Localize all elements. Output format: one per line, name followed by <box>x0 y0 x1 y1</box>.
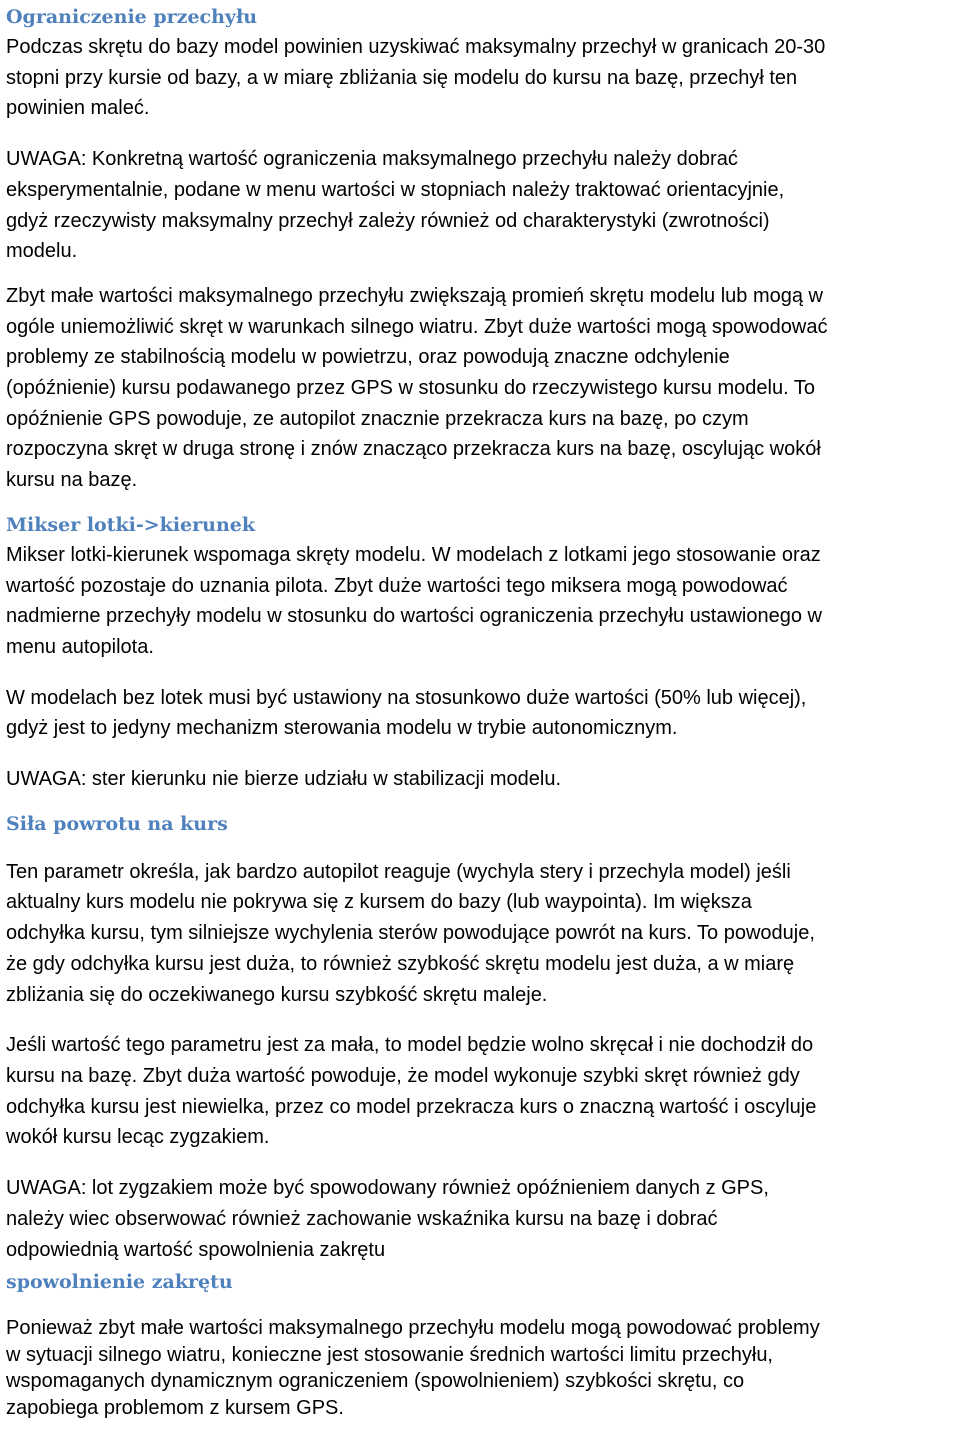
paragraph-uwaga: UWAGA: Konkretną wartość ograniczenia maksymalnego przechyłu należy dobrać eksperymentalnie, podane w menu wartości w stopniach należy traktować orientacyjnie, gdyż rzeczywisty maksymalny przechył zależy również od charakterystyki (zwrotności) modelu. <box>6 148 785 263</box>
paragraph-uwaga: UWAGA: lot zygzakiem może być spowodowany również opóźnieniem danych z GPS, należy wiec obserwować również zachowanie wskaźnika kursu na bazę i dobrać odpowiednią wartość spowolnienia zakrętu <box>6 1177 769 1261</box>
paragraph: Mikser lotki-kierunek wspomaga skręty modelu. W modelach z lotkami jego stosowanie oraz wartość pozostaje do uznania pilota. Zbyt duże wartości tego miksera mogą powodować nadmierne przechyły modelu w stosunku do wartości ograniczenia przechyłu ustawionego w menu autopilota. <box>6 543 822 658</box>
paragraph: Ponieważ zbyt małe wartości maksymalnego przechyłu modelu mogą powodować problemy w sytuacji silnego wiatru, konieczne jest stosowanie średnich wartości limitu przechyłu, wspomaganych dynamicznym ograniczeniem (spowolnieniem) szybkości skrętu, co zapobiega problemom z kursem GPS. <box>6 1317 820 1419</box>
paragraph-uwaga: UWAGA: ster kierunku nie bierze udziału w stabilizacji modelu. <box>6 768 562 791</box>
paragraph: Ten parametr określa, jak bardzo autopilot reaguje (wychyla stery i przechyla model) jeśli aktualny kurs modelu nie pokrywa się z kursem do bazy (lub waypointa). Im większa odchyłka kursu, tym silniejsze wychylenia sterów powodujące powrót na kurs. To powoduje, że gdy odchyłka kursu jest duża, to również szybkość skrętu modelu jest duża, a w miarę zbliżania się do oczekiwanego kursu szybkość skrętu maleje. <box>6 860 815 1006</box>
paragraph: Podczas skrętu do bazy model powinien uzyskiwać maksymalny przechył w granicach 20-30 stopni przy kursie od bazy, a w miarę zbliżania się modelu do kursu na bazę, przechył ten powinien maleć. <box>6 36 826 120</box>
paragraph: Jeśli wartość tego parametru jest za mała, to model będzie wolno skręcał i nie dochodził do kursu na bazę. Zbyt duża wartość powoduje, że model wykonuje szybki skręt również gdy odchyłka kursu jest niewielka, przez co model przekracza kurs o znaczną wartość i oscyluje wokół kursu lecąc zygzakiem. <box>6 1034 817 1149</box>
heading-ograniczenie-przechylu: Ograniczenie przechyłu <box>6 6 258 28</box>
paragraph: W modelach bez lotek musi być ustawiony na stosunkowo duże wartości (50% lub więcej), gdyż jest to jedyny mechanizm sterowania modelu w trybie autonomicznym. <box>6 686 807 740</box>
paragraph: Zbyt małe wartości maksymalnego przechyłu zwiększają promień skrętu modelu lub mogą w ogóle uniemożliwić skręt w warunkach silnego wiatru. Zbyt duże wartości mogą spowodować problemy ze stabilnością modelu w powietrzu, oraz powodują znaczne odchylenie (opóźnienie) kursu podawanego przez GPS w stosunku do rzeczywistego kursu modelu. To opóźnienie GPS powoduje, ze autopilot znacznie przekracza kurs na bazę, po czym rozpoczyna skręt w druga stronę i znów znacząco przekracza kurs na bazę, oscylując wokół kursu na bazę. <box>6 284 828 492</box>
heading-sila-powrotu-na-kurs: Siła powrotu na kurs <box>6 812 228 835</box>
heading-spowolnienie-zakretu: spowolnienie zakrętu <box>6 1271 233 1294</box>
heading-mikser-lotki-kierunek: Mikser lotki->kierunek <box>6 513 256 536</box>
